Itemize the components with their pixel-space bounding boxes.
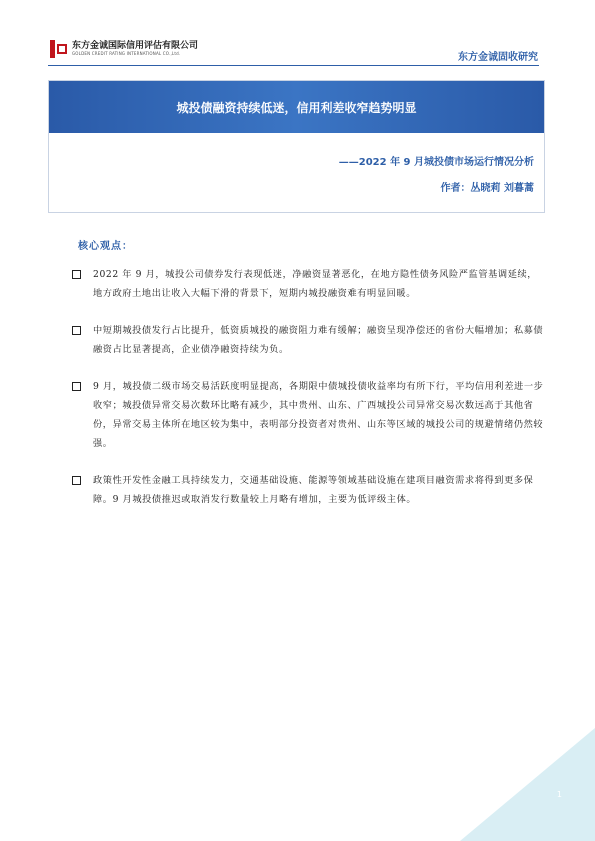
logo-cn-name: 东方金诚国际信用评估有限公司 — [72, 41, 199, 51]
title-band — [49, 81, 544, 133]
logo-en-name: GOLDEN CREDIT RATING INTERNATIONAL CO.,Ltd. — [72, 51, 181, 56]
list-item — [72, 471, 544, 509]
bullet-text: 9 月，城投债二级市场交易活跃度明显提高，各期限中债城投债收益率均有所下行，平均信用利差进一步收窄；城投债异常交易次数环比略有减少，其中贵州、山东、广西城投公司异常交易次数远高于其他省份，异常交易主体所在地区较为集中，表明部分投资者对贵州、山东等区域的城投公司的规避情绪仍然较强。 — [93, 381, 544, 449]
report-title: 城投债融资持续低迷，信用利差收窄趋势明显 — [176, 100, 417, 115]
report-authors: 作者：丛晓莉 刘暮蒿 — [440, 183, 534, 194]
header-divider — [48, 65, 539, 66]
checkbox-icon — [72, 270, 81, 279]
bullet-text: 中短期城投债发行占比提升，低资质城投的融资阻力难有缓解；融资呈现净偿还的省份大幅增加；私募债融资占比显著提高，企业债净融资持续为负。 — [93, 325, 544, 355]
bullet-text: 政策性开发性金融工具持续发力，交通基础设施、能源等领域基础设施在建项目融资需求将得到更多保障。9 月城投债推迟或取消发行数量较上月略有增加，主要为低评级主体。 — [93, 475, 534, 505]
list-item — [72, 265, 544, 303]
page-number: 1 — [556, 790, 562, 799]
list-item — [72, 321, 544, 359]
report-subtitle: ——2022 年 9 月城投债市场运行情况分析 — [338, 157, 534, 168]
checkbox-icon — [72, 326, 81, 335]
key-points-list — [72, 265, 544, 527]
title-box — [48, 80, 545, 213]
corner-decoration — [460, 728, 595, 841]
section-title: 核心观点： — [78, 241, 133, 252]
checkbox-icon — [72, 476, 81, 485]
header-brand-text: 东方金诚固收研究 — [458, 52, 538, 63]
checkbox-icon — [72, 382, 81, 391]
logo-icon — [50, 40, 68, 58]
list-item — [72, 377, 544, 453]
company-logo — [50, 40, 198, 58]
bullet-text: 2022 年 9 月，城投公司债券发行表现低迷，净融资显著恶化，在地方隐性债务风险严监管基调延续，地方政府土地出让收入大幅下滑的背景下，短期内城投融资难有明显回暖。 — [93, 269, 538, 299]
